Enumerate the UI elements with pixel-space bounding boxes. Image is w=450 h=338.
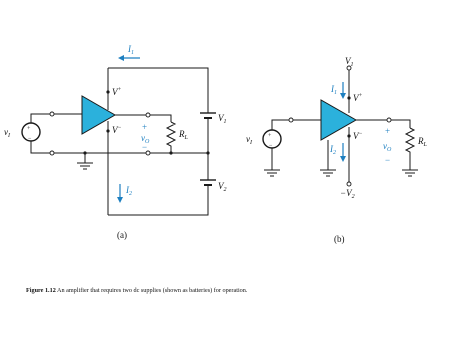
label-vplus-a: V+: [112, 87, 122, 97]
label-vo-b: $v_O$: [383, 141, 392, 153]
label-v2-a: $V_2$: [218, 181, 227, 193]
source-plus-a: +: [27, 126, 31, 132]
resistor-rl-a: [167, 122, 175, 153]
output-terminal-b: [387, 118, 391, 122]
caption-label: Figure 1.12: [26, 287, 56, 294]
label-vo-a: $v_O$: [141, 133, 150, 145]
label-vplus-b: V+: [353, 93, 363, 103]
ground-symbol-b2: [320, 170, 336, 176]
panel-a-circuit: [4, 44, 227, 240]
label-i1-b: $I_1$: [331, 84, 337, 96]
ground-symbol-b1: [264, 170, 280, 176]
ground-symbol-b3: [402, 170, 418, 176]
label-v1-b: $V_1$: [345, 56, 354, 68]
input-terminal-b: [289, 118, 293, 122]
label-i2-b: $I_2$: [330, 144, 336, 156]
amplifier-triangle-a: [82, 96, 115, 134]
label-i2-a: $I_2$: [126, 185, 132, 197]
label-rl-a: $R_L$: [179, 129, 188, 141]
vo-plus-a: +: [142, 122, 148, 132]
panel-b-label: (b): [334, 234, 345, 244]
amplifier-triangle-b: [321, 100, 356, 140]
resistor-rl-b: [406, 128, 414, 170]
vo-plus-b: +: [385, 126, 391, 136]
ground-symbol-a: [77, 163, 93, 169]
label-v1-a: $V_1$: [218, 113, 227, 125]
source-plus-b: +: [268, 133, 272, 139]
source-minus-b: −: [269, 143, 273, 149]
input-terminal-bottom-a: [50, 151, 54, 155]
vo-minus-b: −: [385, 155, 391, 165]
label-vminus-a: V−: [112, 125, 122, 135]
caption-text: An amplifier that requires two dc supplies (shown as batteries) for operation.: [57, 287, 248, 294]
source-minus-a: −: [28, 136, 32, 142]
panel-a-label: (a): [117, 230, 127, 240]
label-vi-b: $v_I$: [246, 134, 252, 146]
figure-caption: [26, 287, 247, 294]
label-vminus-b: V−: [353, 131, 363, 141]
panel-b-circuit: [246, 56, 428, 244]
label-i1-a: $I_1$: [128, 44, 134, 56]
supply-terminal-v2-b: [347, 182, 351, 186]
output-terminal-top-a: [146, 113, 150, 117]
input-terminal-top-a: [50, 112, 54, 116]
label-vi-a: $v_I$: [4, 127, 10, 139]
vo-minus-a: −: [142, 142, 148, 152]
label-rl-b: $R_L$: [418, 136, 427, 148]
label-negv2-b: $-V_2$: [340, 188, 355, 200]
